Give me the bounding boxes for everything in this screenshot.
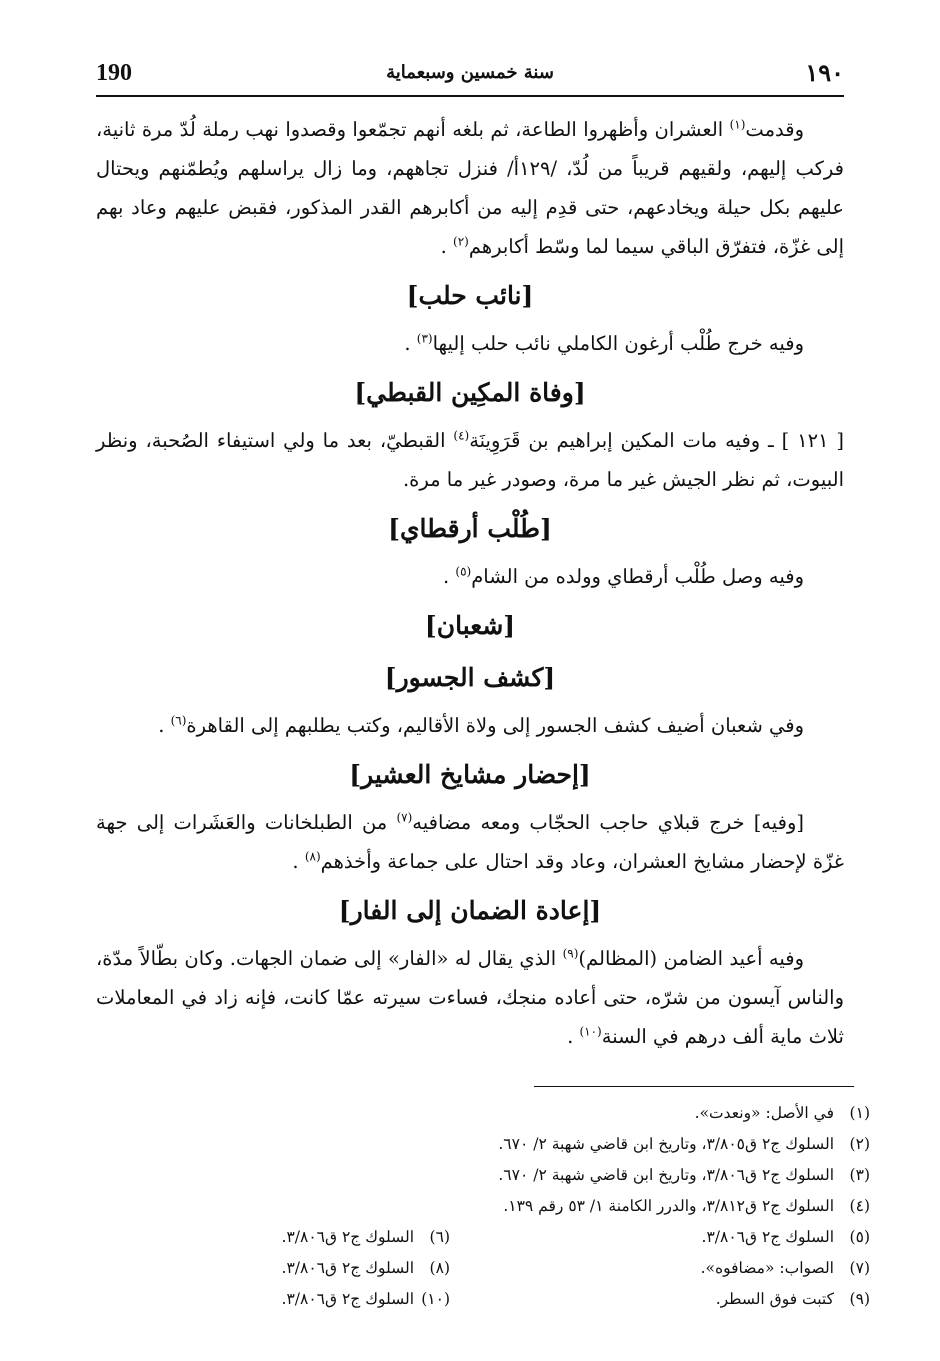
paragraph — [96, 421, 844, 499]
section-heading: [وفاة المكِين القبطي] — [354, 378, 586, 407]
footnote-ref: (١٠) — [579, 1024, 602, 1039]
footnote-ref: (٢) — [453, 234, 469, 249]
text-run: . — [404, 332, 417, 355]
footnotes — [96, 1098, 870, 1315]
footnote-number: (٨) — [429, 1259, 450, 1277]
text-run: . — [442, 565, 456, 588]
paragraph — [96, 110, 844, 266]
footnote-rule — [534, 1086, 854, 1087]
footnote-number: (٣) — [849, 1166, 870, 1184]
text-run: . — [567, 1025, 580, 1048]
footnote-number: (٤) — [849, 1197, 870, 1215]
footnote — [120, 1253, 450, 1284]
footnote — [450, 1253, 870, 1284]
footnote-row — [96, 1253, 870, 1284]
text-run: وقدمت — [745, 118, 804, 141]
footnote-row — [96, 1222, 870, 1253]
text-run: . — [292, 850, 305, 873]
footnote-number: (٩) — [849, 1290, 870, 1308]
footnote-number: (٢) — [849, 1135, 870, 1153]
footnote-number: (٦) — [429, 1228, 450, 1246]
text-run: . — [158, 714, 171, 737]
footnote-number: (١٠) — [421, 1290, 450, 1308]
footnote-number: (١) — [849, 1104, 870, 1122]
footnote — [450, 1222, 870, 1253]
section-heading: [طُلْب أرقطاي] — [388, 514, 552, 543]
paragraph — [96, 324, 844, 363]
paragraph — [96, 803, 844, 881]
footnote — [450, 1284, 870, 1315]
footnote-text: السلوك ج٢ ق٣/٨٠٦. — [281, 1228, 414, 1246]
footnote-ref: (٦) — [170, 713, 187, 728]
main-text — [96, 110, 844, 1056]
paragraph — [96, 706, 844, 745]
footnote-text: السلوك ج٢ ق٣/٨٠٦. — [281, 1259, 414, 1277]
section-heading: [نائب حلب] — [406, 281, 534, 310]
month-heading: [شعبان] — [424, 611, 516, 640]
text-run: [ ١٢١ ] ـ وفيه مات المكين إبراهيم بن قَرَوِينَة — [469, 429, 845, 452]
text-run: وفيه خرج طُلْب أرغون الكاملي نائب حلب إليها — [432, 332, 804, 355]
footnote-ref: (١) — [729, 117, 746, 132]
footnote-text: في الأصل: «ونعدت». — [694, 1104, 834, 1122]
text-run: وفيه وصل طُلْب أرقطاي وولده من الشام — [471, 565, 804, 588]
text-run: [وفيه] خرج قبلاي حاجب الحجّاب ومعه مضافيه — [412, 811, 804, 834]
footnote — [96, 1191, 870, 1222]
footnote-row — [96, 1284, 870, 1315]
footnote-number: (٧) — [849, 1259, 870, 1277]
footnote-ref: (٧) — [396, 810, 413, 825]
paragraph — [96, 939, 844, 1056]
text-run: القبطيّ، بعد ما ولي استيفاء الصُحبة، ونظر البيوت، ثم نظر الجيش غير ما مرة، وصودر غير ما مرة. — [96, 429, 844, 491]
footnote — [96, 1129, 870, 1160]
footnote-text: كتبت فوق السطر. — [715, 1290, 834, 1308]
text-run: وفي شعبان أضيف كشف الجسور إلى ولاة الأقاليم، وكتب يطلبهم إلى القاهرة — [186, 714, 804, 737]
footnote-text: السلوك ج٢ ق٣/٨٠٥، وتاريخ ابن قاضي شهبة ٢/ ٦٧٠. — [498, 1135, 834, 1153]
footnote-ref: (٩) — [562, 946, 579, 961]
footnote — [120, 1222, 450, 1253]
text-run: وفيه أعيد الضامن (المظالم) — [578, 947, 804, 970]
footnote-ref: (٣) — [416, 331, 433, 346]
text-run: . — [440, 235, 454, 258]
footnote — [96, 1098, 870, 1129]
section-heading: [إحضار مشايخ العشير] — [349, 760, 591, 789]
footnote-text: السلوك ج٢ ق٣/٨٠٦، وتاريخ ابن قاضي شهبة ٢/ ٦٧٠. — [498, 1166, 834, 1184]
footnote-text: السلوك ج٢ ق٣/٨٠٦. — [701, 1228, 834, 1246]
footnote-ref: (٤) — [453, 428, 470, 443]
footnote-text: الصواب: «مضافوه». — [700, 1259, 834, 1277]
footnote — [96, 1160, 870, 1191]
page-number-latin: 190 — [96, 60, 132, 86]
footnote-ref: (٨) — [304, 849, 321, 864]
section-heading: [كشف الجسور] — [384, 663, 556, 692]
footnote-text: السلوك ج٢ ق٣/٨١٢، والدرر الكامنة ١/ ٥٣ رقم ١٣٩. — [503, 1197, 834, 1215]
footnote-text: السلوك ج٢ ق٣/٨٠٦. — [281, 1290, 414, 1308]
paragraph — [96, 557, 844, 596]
footnote — [120, 1284, 450, 1315]
section-heading: [إعادة الضمان إلى الفار] — [338, 896, 602, 925]
page-header — [96, 56, 844, 92]
header-rule — [96, 95, 844, 97]
footnote-number: (٥) — [849, 1228, 870, 1246]
page-number-arabic: ١٩٠ — [805, 58, 844, 87]
text-run: الذي يقال له «الفار» إلى ضمان الجهات. وكان بطّالاً مدّة، والناس آيسون من شرّه، حتى أعاده منجك، فساءت سيرته عمّا كانت، فإنه زاد في المعاملات ثلاث ماية ألف درهم في السنة — [96, 947, 844, 1048]
text-run: العشران وأظهروا الطاعة، ثم بلغه أنهم تجمّعوا وقصدوا نهب رملة لُدّ مرة ثانية، فركب إليهم، ولقيهم قريباً من لُدّ، /١٢٩أ/ فنزل تجاههم، وما زال يراسلهم ويُطمّنهم ويحتال عليهم بكل حيلة ويخادعهم، حتى قدِم إليه من أكابرهم القدر المذكور، فقبض عليهم وعاد بهم إلى غزّة، فتفرّق الباقي سيما لما وسّط أكابرهم — [96, 118, 844, 258]
running-title: سنة خمسين وسبعماية — [386, 62, 554, 83]
footnote-ref: (٥) — [455, 564, 472, 579]
text-run: من الطبلخانات والعَشَرات إلى جهة غزّة لإحضار مشايخ العشران، وعاد وقد احتال على جماعة وأخذهم — [96, 811, 844, 873]
